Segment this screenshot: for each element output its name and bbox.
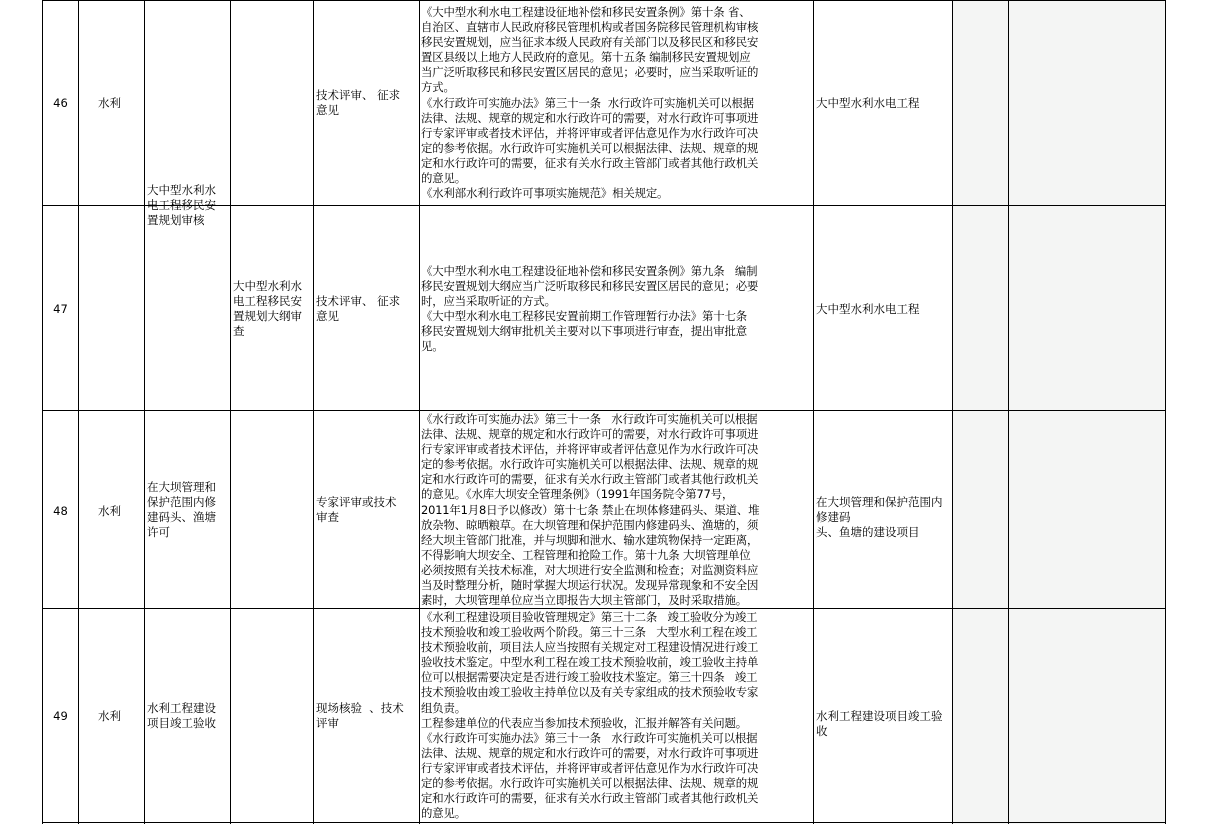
col-border-5 — [419, 0, 420, 824]
row-number: 48 — [53, 504, 68, 518]
row-number: 46 — [53, 96, 68, 110]
method-cell: 专家评审或技术 审查 — [316, 495, 397, 525]
col-border-6 — [813, 0, 814, 824]
item-cell: 水利工程建设 项目竣工验收 — [147, 701, 216, 731]
method-cell: 现场核验 、技术 评审 — [316, 701, 404, 731]
method-cell: 技术评审、 征求 意见 — [316, 294, 401, 324]
row-border-bottom — [42, 822, 1166, 823]
sub-item-cell: 大中型水利水 电工程移民安 置规划大纲审 查 — [233, 279, 302, 339]
merged-item-cell: 大中型水利水 电工程移民安 置规划审核 — [147, 183, 216, 228]
legal-basis-cell: 《水利工程建设项目验收管理规定》第三十二条 竣工验收分为竣工 技术预验收和竣工验收两个阶段。第三十三条 大型水利工程在竣工 技术预验收前，项目法人应当按照有关规定对工程建设情况进行竣工 验收技术鉴定。中型水利工程在竣工技术预验收前，竣工验收主持单 位可以根据需要决定是否进行竣工验收技术鉴定。第三十四条 竣工 技术预验收由竣工验收主持单位以及有关专家组成的技术预验收专家 组负责。 工程参建单位的代表应当参加技术预验收，汇报并解答有关问题。 《水行政许可实施办法》第三十一条 水行政许可实施机关可以根据 法律、法规、规章的规定和水行政许可的需要，对水行政许可事项进 行专家评审或者技术评估，并将评审或者评估意见作为水行政许可决 定的参考依据。水行政许可实施机关可以根据法律、法规、规章的规 定和水行政许可的需要，征求有关水行政主管部门或者其他行政机关 的意见。 — [421, 610, 759, 821]
method-cell: 技术评审、 征求 意见 — [316, 88, 401, 118]
category-cell: 水利 — [98, 504, 121, 518]
row-border-47-48 — [42, 410, 1166, 411]
scope-cell: 大中型水利水电工程 — [816, 302, 920, 316]
scope-cell: 大中型水利水电工程 — [816, 96, 920, 110]
blank-column-shade-1 — [952, 0, 1008, 824]
col-border-9 — [1165, 0, 1166, 824]
blank-column-shade-2 — [1009, 0, 1166, 824]
col-border-8 — [1008, 0, 1009, 824]
legal-basis-cell: 《大中型水利水电工程建设征地补偿和移民安置条例》第九条 编制 移民安置规划大纲应当广泛听取移民和移民安置区居民的意见；必要 时，应当采取听证的方式。 《大中型水利水电工程移民安置前期工作管理暂行办法》第十七条 移民安置规划大纲审批机关主要对以下事项进行审查，提出审批意 见。 — [421, 264, 759, 354]
category-cell: 水利 — [98, 96, 121, 110]
legal-basis-cell: 《水行政许可实施办法》第三十一条 水行政许可实施机关可以根据 法律、法规、规章的规定和水行政许可的需要，对水行政许可事项进 行专家评审或者技术评估，并将评审或者评估意见作为水行政许可决 定的参考依据。水行政许可实施机关可以根据法律、法规、规章的规 定和水行政许可的需要，征求有关水行政主管部门或者其他行政机关 的意见。《水库大坝安全管理条例》（1991年国务院令第77号， 2011年1月8日予以修改）第十七条 禁止在坝体修建码头、渠道、堆 放杂物、晾晒粮草。在大坝管理和保护范围内修建码头、渔塘的，须 经大坝主管部门批准，并与坝脚和泄水、输水建筑物保持一定距离， 不得影响大坝安全、工程管理和抢险工作。第十九条 大坝管理单位 必须按照有关技术标准，对大坝进行安全监测和检查；对监测资料应 当及时整理分析，随时掌握大坝运行状况。发现异常现象和不安全因 素时，大坝管理单位应当立即报告大坝主管部门，及时采取措施。 — [421, 412, 760, 608]
col-border-0 — [42, 0, 43, 824]
scope-cell: 在大坝管理和保护范围内修建码 头、鱼塘的建设项目 — [816, 495, 943, 540]
col-border-4 — [313, 0, 314, 824]
col-border-2 — [144, 0, 145, 824]
category-cell: 水利 — [98, 709, 121, 723]
col-border-7 — [952, 0, 953, 824]
row-number: 49 — [53, 709, 68, 723]
scope-cell: 水利工程建设项目竣工验收 — [816, 709, 943, 739]
legal-basis-cell: 《大中型水利水电工程建设征地补偿和移民安置条例》第十条 省、 自治区、直辖市人民政府移民管理机构或者国务院移民管理机构审核 移民安置规划，应当征求本级人民政府有关部门以及移民区和移民安 置区县级以上地方人民政府的意见。第十五条 编制移民安置规划应 当广泛听取移民和移民安置区居民的意见；必要时，应当采取听证的 方式。 《水行政许可实施办法》第三十一条 水行政许可实施机关可以根据 法律、法规、规章的规定和水行政许可的需要，对水行政许可事项进 行专家评审或者技术评估，并将评审或者评估意见作为水行政许可决 定的参考依据。水行政许可实施机关可以根据法律、法规、规章的规 定和水行政许可的需要，征求有关水行政主管部门或者其他行政机关 的意见。 《水利部水利行政许可事项实施规范》相关规定。 — [421, 5, 759, 201]
row-border-top — [42, 0, 1166, 1]
row-number: 47 — [53, 302, 68, 316]
item-cell: 在大坝管理和 保护范围内修 建码头、渔塘 许可 — [147, 480, 216, 540]
col-border-3 — [230, 0, 231, 824]
col-border-1 — [78, 0, 79, 824]
